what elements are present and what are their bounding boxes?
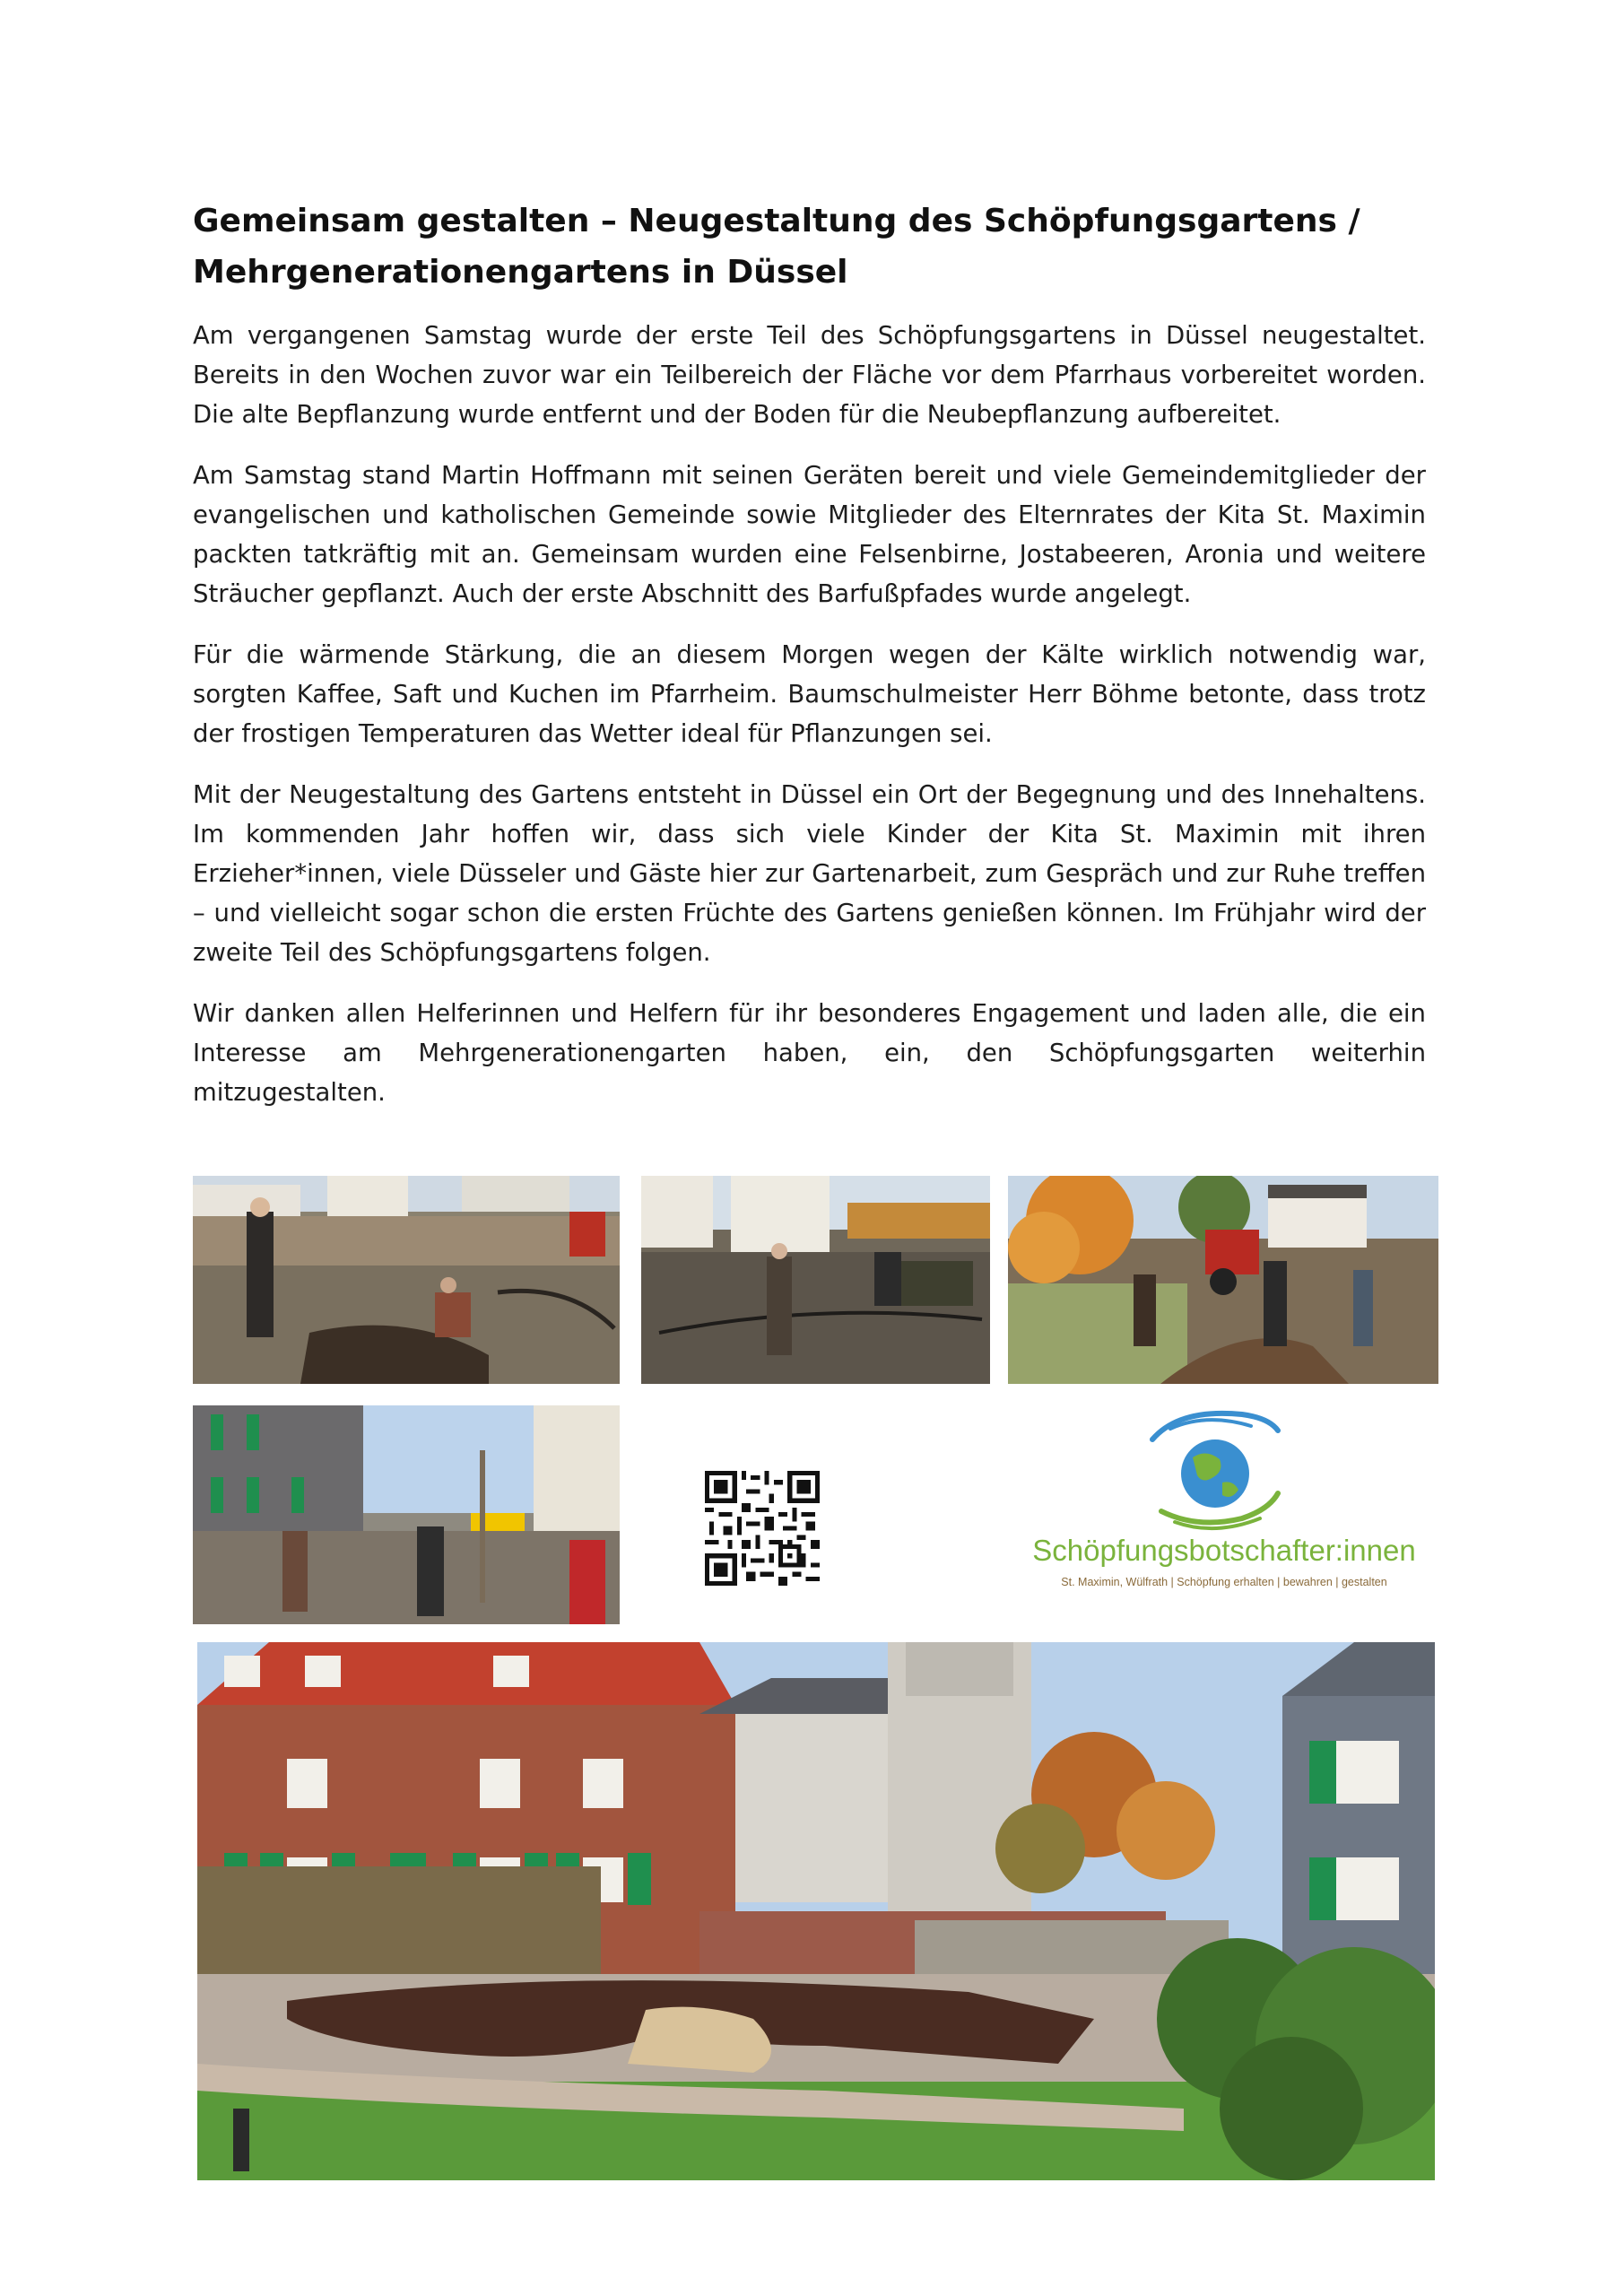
article-body	[193, 316, 1426, 1134]
photo-planting-wall	[193, 1176, 620, 1384]
photo-garden-rectory	[197, 1642, 1435, 2180]
logo-tagline: St. Maximin, Wülfrath | Schöpfung erhalten | bewahren | gestalten	[1061, 1576, 1387, 1588]
paragraph: Am vergangenen Samstag wurde der erste Teil des Schöpfungsgartens in Düssel neugestaltet. Bereits in den Wochen zuvor war ein Teilbereich der Fläche vor dem Pfarrhaus vorbereitet worden. Die alte Bepflanzung wurde entfernt und der Boden für die Neubepflanzung aufbereitet.	[193, 321, 1426, 429]
qr-code[interactable]	[705, 1471, 820, 1586]
paragraph: Für die wärmende Stärkung, die an diesem Morgen wegen der Kälte wirklich notwendig war, sorgten Kaffee, Saft und Kuchen im Pfarrheim. Baumschulmeister Herr Böhme betonte, dass trotz der frostigen Temperaturen das Wetter ideal für Pflanzungen sei.	[193, 640, 1426, 748]
paragraph: Mit der Neugestaltung des Gartens entsteht in Düssel ein Ort der Begegnung und des Innehaltens. Im kommenden Jahr hoffen wir, dass sich viele Kinder der Kita St. Maximin mit ihren Erzieher*innen, viele Düsseler und Gäste hier zur Gartenarbeit, zum Gespräch und zur Ruhe treffen – und vielleicht sogar schon die ersten Früchte des Gartens genießen können. Im Frühjahr wird der zweite Teil des Schöpfungsgartens folgen.	[193, 780, 1426, 967]
paragraph: Wir danken allen Helferinnen und Helfern für ihr besonderes Engagement und laden alle, die ein Interesse am Mehrgenerationengarten haben, ein, den Schöpfungsgarten weiterhin mitzugestalten.	[193, 999, 1426, 1107]
photo-autumn-tractor	[1008, 1176, 1438, 1384]
globe-hands-icon	[1143, 1404, 1287, 1538]
paragraph: Am Samstag stand Martin Hoffmann mit seinen Geräten bereit und viele Gemeindemitglieder der evangelischen und katholischen Gemeinde sowie Mitglieder des Elternrates der Kita St. Maximin packten tatkräftig mit an. Gemeinsam wurden eine Felsenbirne, Jostabeeren, Aronia und weitere Sträucher gepflanzt. Auch der erste Abschnitt des Barfußpfades wurde angelegt.	[193, 461, 1426, 608]
logo-name: Schöpfungsbotschafter:innen	[1032, 1534, 1416, 1567]
photo-shoveling	[641, 1176, 990, 1384]
photo-tree-stakes	[193, 1405, 620, 1624]
article-title: Gemeinsam gestalten – Neugestaltung des Schöpfungsgartens / Mehrgenerationengartens in Düssel	[193, 203, 1360, 291]
schoepfungsbotschafter-logo	[1013, 1404, 1435, 1601]
